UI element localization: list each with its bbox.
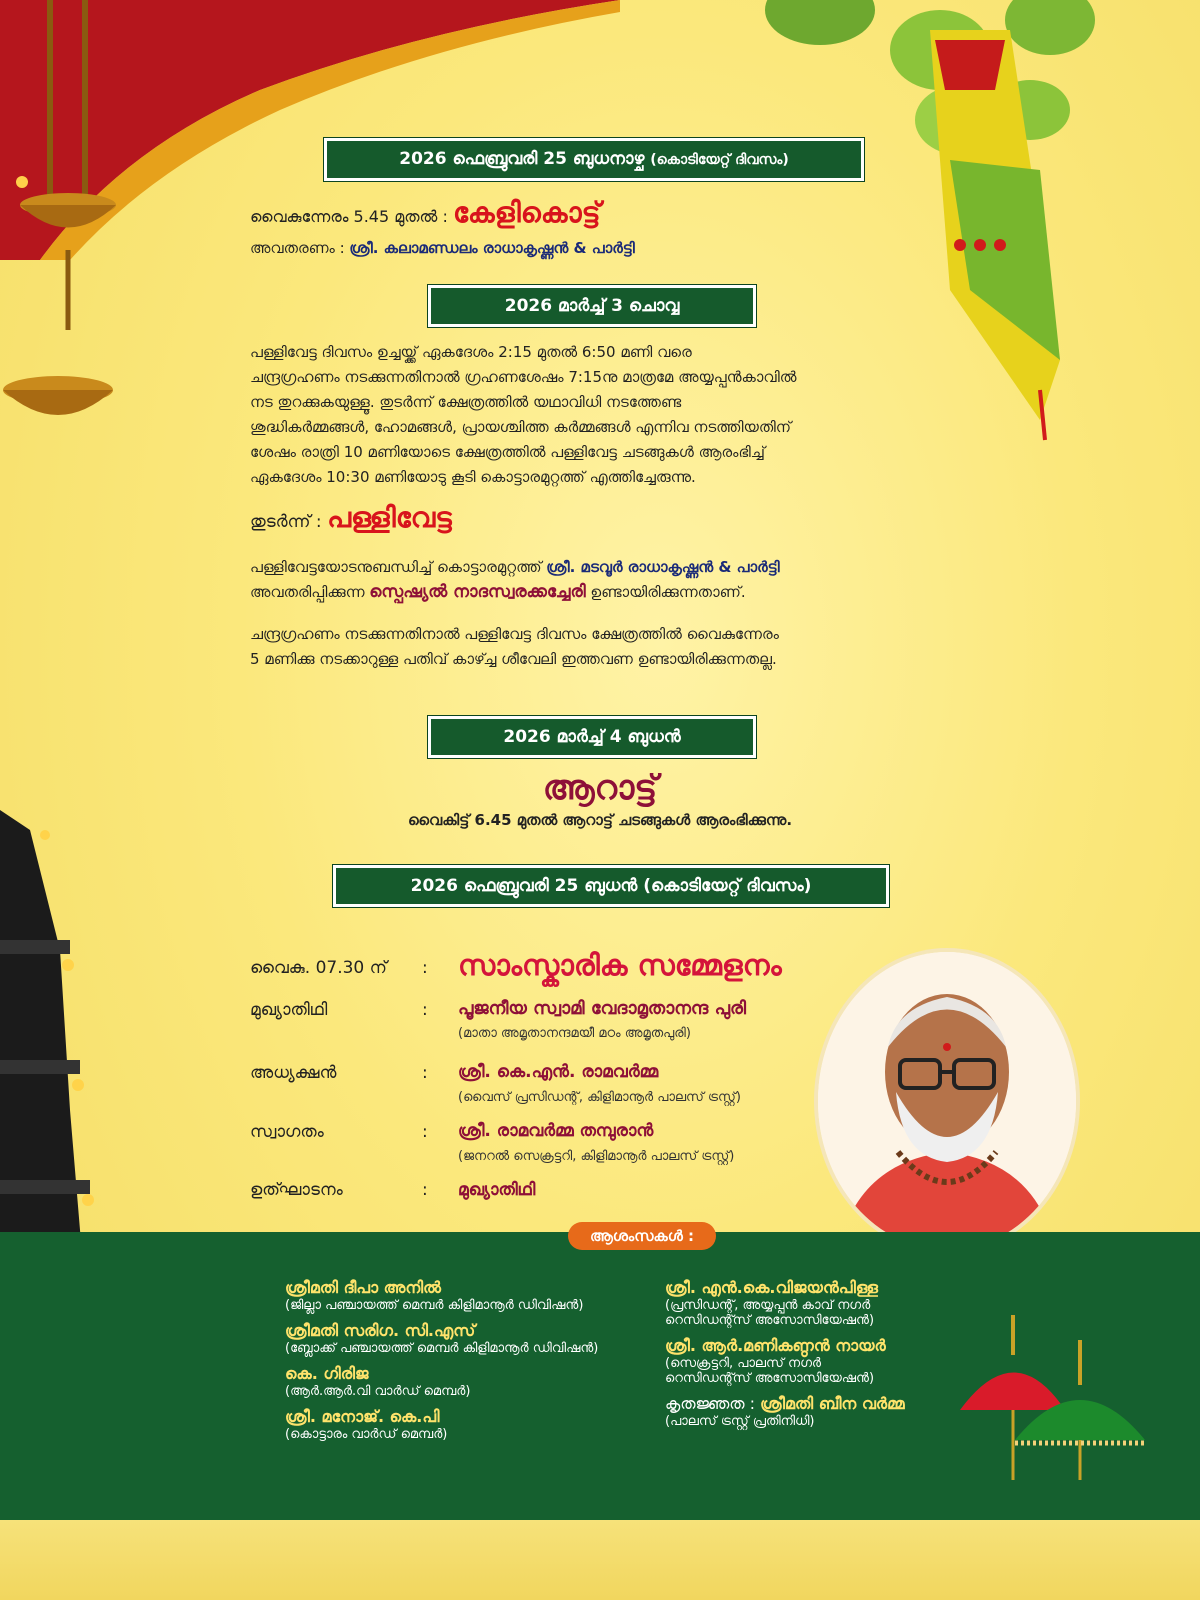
date-banner-mar4: 2026 മാർച്ച് 4 ബുധൻ — [428, 716, 756, 758]
wish-role: (ബ്ലോക്ക് പഞ്ചായത്ത് മെമ്പർ കിളിമാനൂർ ഡിവിഷൻ) — [285, 1341, 599, 1356]
president-role: (വൈസ് പ്രസിഡന്റ്, കിളിമാനൂർ പാലസ് ട്രസ്റ്റ്) — [458, 1090, 741, 1105]
welcome-name: ശ്രീ. രാമവർമ്മ തമ്പുരാൻ — [458, 1121, 654, 1141]
wish-role: റെസിഡന്റ്സ് അസോസിയേഷൻ) — [665, 1371, 875, 1386]
poster: 2026 ഫെബ്രുവരി 25 ബുധനാഴ്ച (കൊടിയേറ്റ് ദിവസം) വൈകുന്നേരം 5.45 മുതൽ : കേളികൊട്ട് അവതരണം : ശ്രീ. കലാമണ്ഡലം രാധാകൃഷ്ണൻ & പാർട്ടി 2026 മാർച്ച് 3 ചൊവ്വ പള്ളിവേട്ട ദിവസം ഉച്ചയ്ക്ക് ഏകദേശം 2:15 മുതൽ 6:50 മണി വരെ ചന്ദ്രഗ്രഹണം നടക്കുന്നതിനാൽ ഗ്രഹണശേഷം 7:15നു മാത്രമേ അയ്യപ്പൻകാവിൽ നട തുറക്കുകയുള്ളൂ. തുടർന്ന് ക്ഷേത്രത്തിൽ യഥാവിധി നടത്തേണ്ട ശുദ്ധികർമ്മങ്ങൾ, ഹോമങ്ങൾ, പ്രായശ്ചിത്ത കർമ്മങ്ങൾ എന്നിവ നടത്തിയതിന് ശേഷം രാത്രി 10 മണിയോടെ ക്ഷേത്രത്തിൽ പള്ളിവേട്ട ചടങ്ങുകൾ ആരംഭിച്ച് ഏകദേശം 10:30 മണിയോടു കൂടി കൊട്ടാരമുറ്റത്ത് എത്തിച്ചേരുന്നു. തുടർന്ന് : പള്ളിവേട്ട പള്ളിവേട്ടയോടനുബന്ധിച്ച് കൊട്ടാരമുറ്റത്ത് ശ്രീ. മടവൂർ രാധാകൃഷ്ണൻ & പാർട്ടി അവതരിപ്പിക്കുന്ന സ്പെഷ്യൽ നാദസ്വരക്കച്ചേരി ഉണ്ടായിരിക്കുന്നതാണ്. ചന്ദ്രഗ്രഹണം നടക്കുന്നതിനാൽ പള്ളിവേട്ട ദിവസം ക്ഷേത്രത്തിൽ വൈകുന്നേരം 5 മണിക്കു നടക്കാറുള്ള പതിവ് കാഴ്ച്ച ശീവേലി ഇത്തവണ ഉണ്ടായിരിക്കുന്നതല്ല. 2026 മാർച്ച് 4 ബുധൻ ആറാട്ട് വൈകിട്ട് 6.45 മുതൽ ആറാട്ട് ചടങ്ങുകൾ ആരംഭിക്കുന്നു. 2026 ഫെബ്രുവരി 25 ബുധൻ (കൊടിയേറ്റ് ദിവസം) വൈകു. 07.30 ന് : സാംസ്കാരിക സമ്മേളനം മുഖ്യാതിഥി : പൂജനീയ സ്വാമി വേദാമൃതാനന്ദ പുരി (മാതാ അമൃതാനന്ദമയീ മഠം അമൃതപുരി) അധ്യക്ഷൻ : ശ്രീ. കെ.എൻ. രാമവർമ്മ (വൈസ് പ്രസിഡന്റ്, കിളിമാനൂർ പാലസ് ട്രസ്റ്റ്) സ്വാഗതം : ശ്രീ. രാമവർമ്മ തമ്പുരാൻ (ജനറൽ സെക്രട്ടറി, കിളിമാനൂർ പാലസ് ട്രസ്റ്റ്) ഉത്ഘാടനം : മുഖ്യാതിഥി ആശംസകൾ : ശ്രീമതി ദീപാ അനിൽ (ജില്ലാ പഞ്ചായത്ത് മെമ്പർ കിളിമാനൂർ ഡിവിഷൻ) ശ്രീമതി സരിഗ. സി.എസ് (ബ്ലോക്ക് പഞ്ചായത്ത് മെമ്പർ കിളിമാനൂർ ഡിവിഷൻ) കെ. ഗിരിജ (ആർ.ആർ.വി വാർഡ് മെമ്പർ) ശ്രീ. മനോജ്. കെ.പി (കൊട്ടാരം വാർഡ് മെമ്പർ) ശ്രീ. എൻ.കെ.വിജയൻപിള്ള (പ്രസിഡന്റ്, അയ്യപ്പൻ കാവ് നഗർ റെസിഡന്റ്സ് അസോസിയേഷൻ) ശ്രീ. ആർ.മണികണ്ഠൻ നായർ (സെക്രട്ടറി, പാലസ് നഗർ റെസിഡന്റ്സ് അസോസിയേഷൻ) കൃതജ്ഞത : ശ്രീമതി ബീന വർമ്മ (പാലസ് ട്രസ്റ്റ് പ്രതിനിധി) — [0, 0, 1200, 1600]
kelikottu-performer: അവതരണം : ശ്രീ. കലാമണ്ഡലം രാധാകൃഷ്ണൻ & പാർട്ടി — [250, 239, 635, 257]
date-banner-mar3: 2026 മാർച്ച് 3 ചൊവ്വ — [428, 285, 756, 327]
footer-strip — [0, 1520, 1200, 1600]
umbrella-icon — [955, 1315, 1200, 1480]
wishes-left-column — [285, 1278, 665, 1442]
nadaswaram-notice: പള്ളിവേട്ടയോടനുബന്ധിച്ച് കൊട്ടാരമുറ്റത്ത് ശ്രീ. മടവൂർ രാധാകൃഷ്ണൻ & പാർട്ടി അവതരിപ്പിക്കുന്ന സ്പെഷ്യൽ നാദസ്വരക്കച്ചേരി ഉണ്ടായിരിക്കുന്നതാണ്. — [250, 558, 780, 602]
wish-role: (ജില്ലാ പഞ്ചായത്ത് മെമ്പർ കിളിമാനൂർ ഡിവിഷൻ) — [285, 1298, 584, 1313]
wish-name: ശ്രീ. മനോജ്. കെ.പി — [285, 1407, 440, 1426]
wish-role: (സെക്രട്ടറി, പാലസ് നഗർ — [665, 1356, 822, 1371]
arattu-desc: വൈകിട്ട് 6.45 മുതൽ ആറാട്ട് ചടങ്ങുകൾ ആരംഭിക്കുന്നു. — [407, 811, 793, 829]
date-banner-feb25: 2026 ഫെബ്രുവരി 25 ബുധനാഴ്ച (കൊടിയേറ്റ് ദിവസം) — [324, 138, 864, 181]
seeveli-notice: ചന്ദ്രഗ്രഹണം നടക്കുന്നതിനാൽ പള്ളിവേട്ട ദിവസം ക്ഷേത്രത്തിൽ വൈകുന്നേരം 5 മണിക്കു നടക്കാറുള്ള പതിവ് കാഴ്ച്ച ശീവേലി ഇത്തവണ ഉണ്ടായിരിക്കുന്നതല്ല. — [250, 625, 779, 668]
wish-role: റെസിഡന്റ്സ് അസോസിയേഷൻ) — [665, 1313, 875, 1328]
thanks-line: കൃതജ്ഞത : ശ്രീമതി ബീന വർമ്മ — [665, 1394, 905, 1413]
pallivetta-notice: പള്ളിവേട്ട ദിവസം ഉച്ചയ്ക്ക് ഏകദേശം 2:15 മുതൽ 6:50 മണി വരെ ചന്ദ്രഗ്രഹണം നടക്കുന്നതിനാൽ ഗ്രഹണശേഷം 7:15നു മാത്രമേ അയ്യപ്പൻകാവിൽ നട തുറക്കുകയുള്ളൂ. തുടർന്ന് ക്ഷേത്രത്തിൽ യഥാവിധി നടത്തേണ്ട ശുദ്ധികർമ്മങ്ങൾ, ഹോമങ്ങൾ, പ്രായശ്ചിത്ത കർമ്മങ്ങൾ എന്നിവ നടത്തിയതിന് ശേഷം രാത്രി 10 മണിയോടെ ക്ഷേത്രത്തിൽ പള്ളിവേട്ട ചടങ്ങുകൾ ആരംഭിച്ച് ഏകദേശം 10:30 മണിയോടു കൂടി കൊട്ടാരമുറ്റത്ത് എത്തിച്ചേരുന്നു. — [250, 343, 797, 486]
wish-role: (ആർ.ആർ.വി വാർഡ് മെമ്പർ) — [285, 1384, 471, 1399]
date-banner-feb25-cultural: 2026 ഫെബ്രുവരി 25 ബുധൻ (കൊടിയേറ്റ് ദിവസം) — [333, 865, 889, 907]
row-inauguration-label: ഉത്ഘാടനം — [250, 1180, 343, 1200]
wishes-right-column — [665, 1278, 965, 1429]
row-president-label: അധ്യക്ഷൻ — [250, 1063, 337, 1083]
inauguration-value: മുഖ്യാതിഥി — [458, 1180, 536, 1200]
wish-name: ശ്രീ. എൻ.കെ.വിജയൻപിള്ള — [665, 1278, 878, 1297]
chief-guest-role: (മാതാ അമൃതാനന്ദമയീ മഠം അമൃതപുരി) — [458, 1026, 691, 1041]
portrait-image — [818, 952, 1076, 1250]
hanging-lamp-icon — [0, 0, 140, 440]
wish-role: (പ്രസിഡന്റ്, അയ്യപ്പൻ കാവ് നഗർ — [665, 1298, 871, 1313]
pallivetta-heading: തുടർന്ന് : പള്ളിവേട്ട — [250, 501, 452, 534]
pallivetta-title: പള്ളിവേട്ട — [327, 501, 452, 534]
wish-name: ശ്രീ. ആർ.മണികണ്ഠൻ നായർ — [665, 1336, 886, 1355]
wish-name: കെ. ഗിരിജ — [285, 1364, 369, 1383]
president-name: ശ്രീ. കെ.എൻ. രാമവർമ്മ — [458, 1062, 659, 1082]
welcome-role: (ജനറൽ സെക്രട്ടറി, കിളിമാനൂർ പാലസ് ട്രസ്റ്റ്) — [458, 1149, 735, 1164]
wish-name: ശ്രീമതി ദീപാ അനിൽ — [285, 1278, 441, 1297]
wish-role: (കൊട്ടാരം വാർഡ് മെമ്പർ) — [285, 1427, 448, 1442]
wish-name: ശ്രീമതി സരിഗ. സി.എസ് — [285, 1321, 476, 1340]
row-chief-guest-label: മുഖ്യാതിഥി — [250, 1000, 328, 1020]
row-welcome-label: സ്വാഗതം — [250, 1122, 324, 1142]
row-time-label: വൈകു. 07.30 ന് — [250, 958, 387, 978]
kelikottu-title: കേളികൊട്ട് — [452, 196, 601, 229]
thanks-role: (പാലസ് ട്രസ്റ്റ് പ്രതിനിധി) — [665, 1414, 815, 1429]
kelikottu-time: വൈകുന്നേരം 5.45 മുതൽ : കേളികൊട്ട് — [250, 196, 601, 229]
chief-guest-name: പൂജനീയ സ്വാമി വേദാമൃതാനന്ദ പുരി — [458, 998, 747, 1019]
arattu-title: ആറാട്ട് — [542, 768, 658, 808]
chief-guest-portrait — [818, 952, 1076, 1250]
wishes-title: ആശംസകൾ : — [568, 1222, 716, 1250]
cultural-meet-title: സാംസ്കാരിക സമ്മേളനം — [458, 948, 782, 982]
